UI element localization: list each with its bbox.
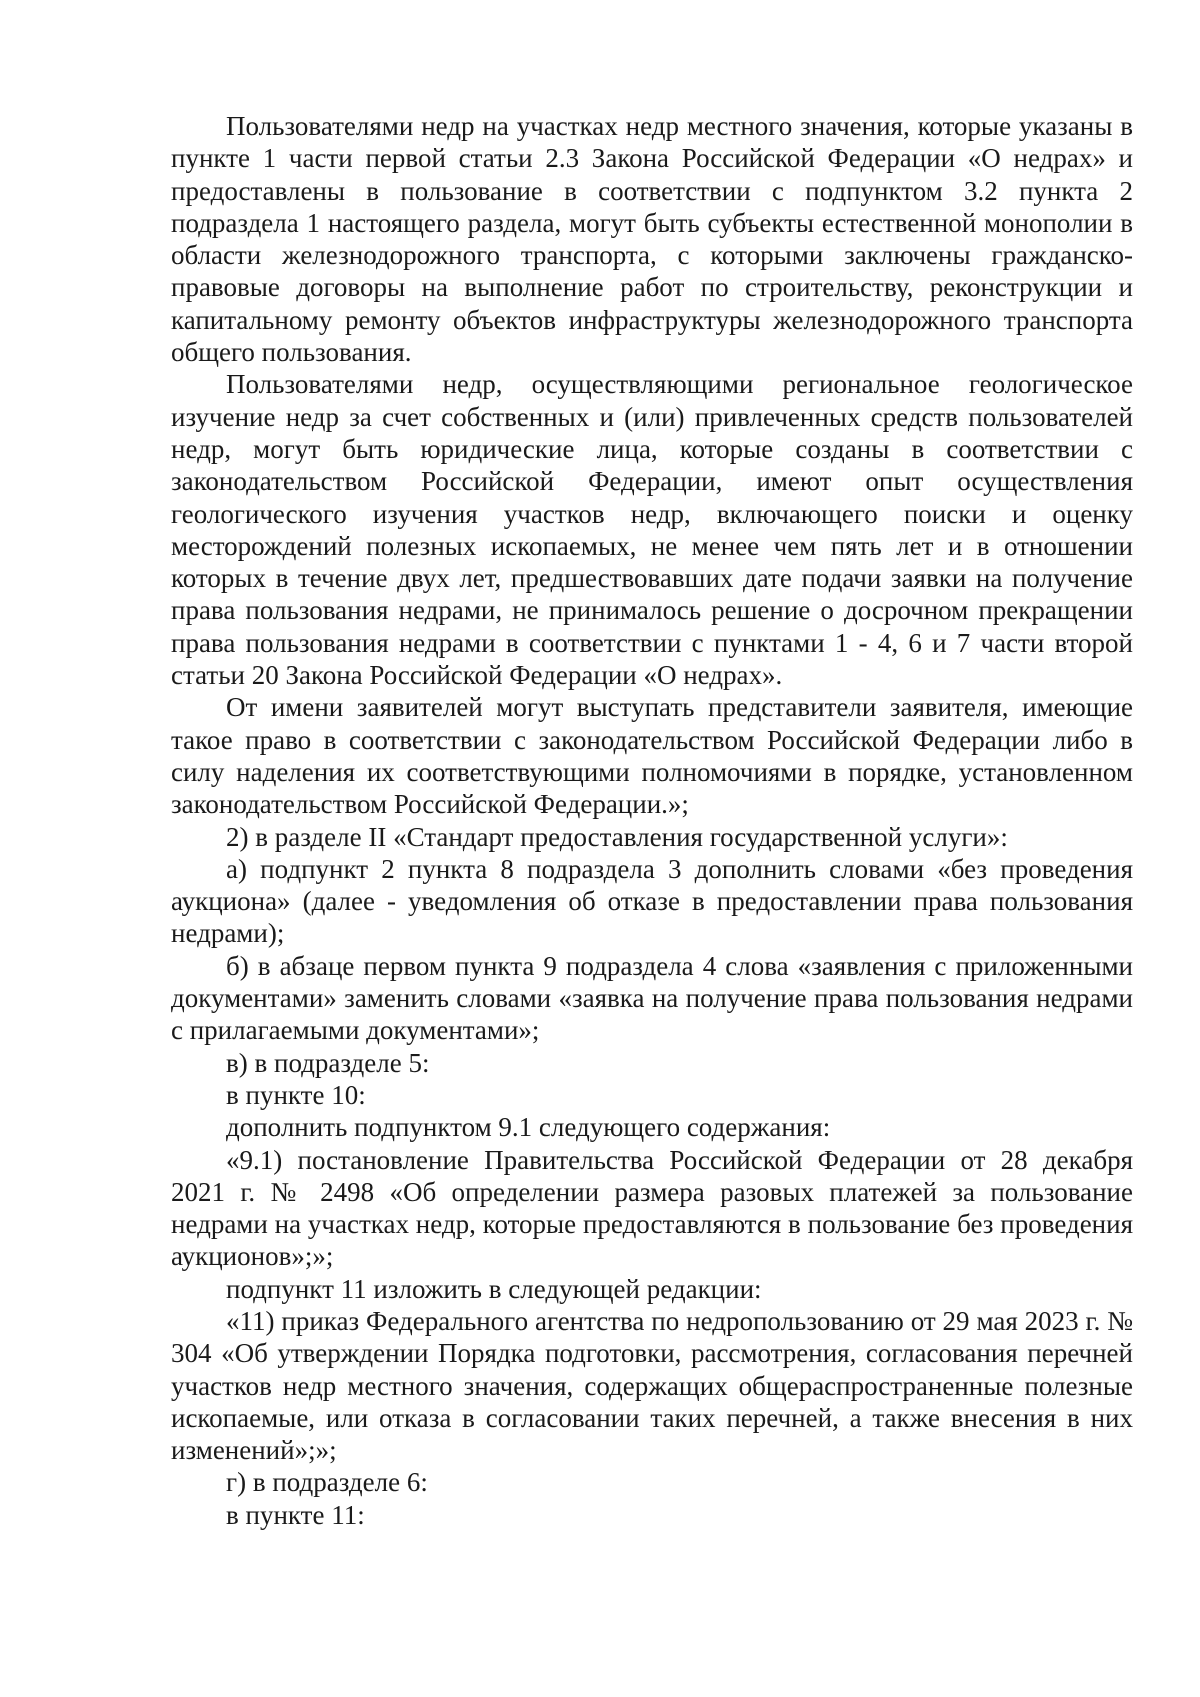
paragraph-subpoint-9-1: «9.1) постановление Правительства Российской Федерации от 28 декабря 2021 г. № 2498 «Об определении размера разовых платежей за пользование недрами на участках недр, которые предоставляются в пользование без проведения аукционов»;»;	[171, 1144, 1133, 1272]
paragraph-subsoil-users-local: Пользователями недр на участках недр местного значения, которые указаны в пункте 1 части первой статьи 2.3 Закона Российской Федерации «О недрах» и предоставлены в пользование в соответствии с подпунктом 3.2 пункта 2 подраздела 1 настоящего раздела, могут быть субъекты естественной монополии в области железнодорожного транспорта, с которыми заключены гражданско-правовые договоры на выполнение работ по строительству, реконструкции и капитальному ремонту объектов инфраструктуры железнодорожного транспорта общего пользования.	[171, 111, 1133, 368]
paragraph-subpoint-11: «11) приказ Федерального агентства по недропользованию от 29 мая 2023 г. № 304 «Об утверждении Порядка подготовки, рассмотрения, согласования перечней участков недр местного значения, содержащих общераспространенные полезные ископаемые, или отказа в согласовании таких перечней, а также внесения в них изменений»;»;	[171, 1305, 1133, 1466]
document-body	[171, 110, 1133, 1531]
paragraph-subpoint-11-intro: подпункт 11 изложить в следующей редакции:	[226, 1273, 762, 1304]
paragraph-point-10: в пункте 10:	[226, 1079, 366, 1110]
paragraph-item-b: б) в абзаце первом пункта 9 подраздела 4 слова «заявления с приложенными документами» заменить словами «заявка на получение права пользования недрами с прилагаемыми документами»;	[171, 950, 1133, 1046]
paragraph-applicant-representatives: От имени заявителей могут выступать представители заявителя, имеющие такое право в соответствии с законодательством Российской Федерации либо в силу наделения их соответствующими полномочиями в порядке, установленном законодательством Российской Федерации.»;	[171, 692, 1133, 820]
paragraph-item-a: а) подпункт 2 пункта 8 подраздела 3 дополнить словами «без проведения аукциона» (далее - уведомления об отказе в предоставлении права пользования недрами);	[171, 853, 1133, 949]
paragraph-item-v: в) в подразделе 5:	[226, 1047, 430, 1078]
paragraph-point-11: в пункте 11:	[226, 1499, 365, 1530]
paragraph-subsoil-users-regional: Пользователями недр, осуществляющими региональное геологическое изучение недр за счет собственных и (или) привлеченных средств пользователей недр, могут быть юридические лица, которые созданы в соответствии с законодательством Российской Федерации, имеют опыт осуществления геологического изучения участков недр, включающего поиски и оценку месторождений полезных ископаемых, не менее чем пять лет и в отношении которых в течение двух лет, предшествовавших дате подачи заявки на получение права пользования недрами, не принималось решение о досрочном прекращении права пользования недрами в соответствии с пунктами 1 - 4, 6 и 7 части второй статьи 20 Закона Российской Федерации «О недрах».	[171, 369, 1133, 691]
paragraph-section-2: 2) в разделе II «Стандарт предоставления государственной услуги»:	[226, 821, 1008, 852]
paragraph-item-g: г) в подразделе 6:	[226, 1467, 428, 1498]
paragraph-add-subpoint-9-1: дополнить подпунктом 9.1 следующего содержания:	[226, 1112, 831, 1143]
